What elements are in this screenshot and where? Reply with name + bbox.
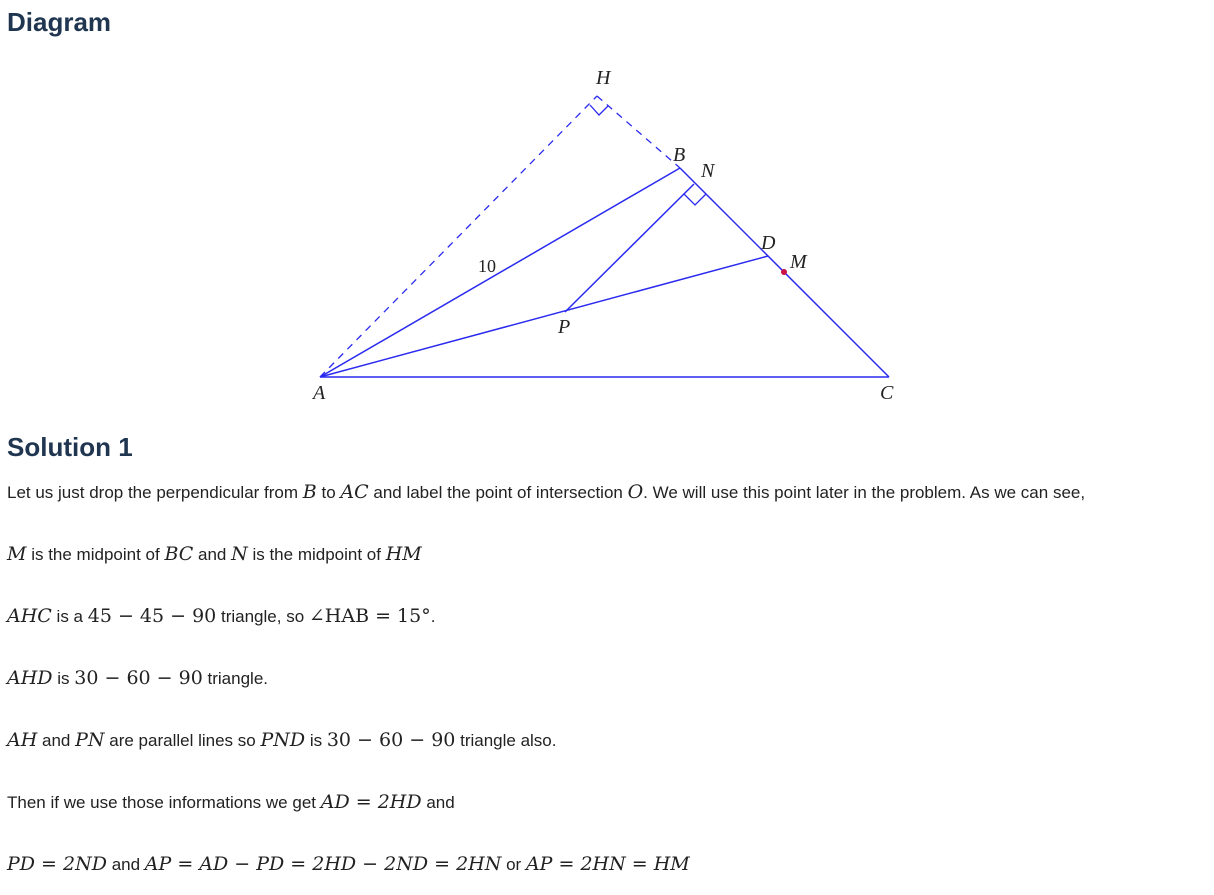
text: is the midpoint of bbox=[247, 545, 386, 564]
label-C: C bbox=[880, 382, 894, 404]
text: . We will use this point later in the problem. As we can see, bbox=[643, 483, 1086, 502]
label-M: M bbox=[790, 251, 807, 273]
text: and bbox=[37, 731, 76, 750]
diagram-heading: Diagram bbox=[7, 7, 112, 37]
text: and bbox=[193, 545, 232, 564]
segment-AB bbox=[320, 168, 680, 377]
text: Let us just drop the perpendicular from bbox=[7, 483, 303, 502]
label-H: H bbox=[596, 67, 611, 89]
text: or bbox=[501, 855, 526, 874]
text: is a bbox=[51, 607, 88, 626]
math-expression: BC bbox=[164, 543, 194, 565]
math-expression: PN bbox=[75, 729, 105, 751]
label-D: D bbox=[761, 232, 776, 254]
label-P: P bbox=[558, 316, 571, 338]
math-expression: AH bbox=[7, 729, 38, 751]
math-expression: AD = 2HD bbox=[320, 791, 422, 813]
solution-line-6 bbox=[7, 790, 455, 815]
math-expression: AHD bbox=[7, 667, 53, 689]
solution-heading: Solution 1 bbox=[7, 432, 133, 462]
math-expression: 30 − 60 − 90 bbox=[74, 667, 203, 689]
segment-HB-dashed bbox=[597, 96, 680, 168]
right-angle-mark-N bbox=[684, 194, 706, 205]
text: to bbox=[316, 483, 341, 502]
text: and bbox=[106, 855, 145, 874]
math-expression: PD = 2ND bbox=[7, 853, 107, 875]
solution-line-5 bbox=[7, 728, 557, 753]
text: is the midpoint of bbox=[26, 545, 165, 564]
midpoint-M-dot bbox=[781, 269, 787, 275]
text: are parallel lines so bbox=[104, 731, 261, 750]
math-expression: AC bbox=[340, 481, 369, 503]
text: and label the point of intersection bbox=[368, 483, 628, 502]
label-N: N bbox=[701, 160, 715, 182]
math-expression: O bbox=[627, 481, 644, 503]
math-expression: AP = 2HN = HM bbox=[525, 853, 690, 875]
math-expression: PND bbox=[260, 729, 306, 751]
text: Then if we use those informations we get bbox=[7, 793, 321, 812]
label-B: B bbox=[673, 144, 686, 166]
solution-line-7 bbox=[7, 852, 690, 877]
segment-AH-dashed bbox=[320, 96, 597, 377]
text: triangle, so bbox=[216, 607, 309, 626]
math-expression: 45 − 45 − 90 bbox=[87, 605, 217, 627]
solution-line-3 bbox=[7, 604, 435, 629]
math-expression: AHC bbox=[7, 605, 52, 627]
math-expression: B bbox=[302, 481, 317, 503]
segment-AD bbox=[320, 256, 768, 377]
text: is bbox=[305, 731, 327, 750]
math-expression: N bbox=[231, 543, 248, 565]
text: triangle. bbox=[202, 669, 268, 688]
label-side-AB: 10 bbox=[478, 256, 496, 276]
geometry-diagram bbox=[0, 0, 1214, 430]
solution-line-4 bbox=[7, 666, 268, 691]
math-expression: 30 − 60 − 90 bbox=[326, 729, 456, 751]
label-A: A bbox=[313, 382, 326, 404]
solution-line-1 bbox=[7, 480, 1085, 505]
text: triangle also. bbox=[455, 731, 557, 750]
math-expression: AP = AD − PD = 2HD − 2ND = 2HN bbox=[144, 853, 502, 875]
right-angle-mark-H bbox=[590, 105, 608, 115]
solution-line-2 bbox=[7, 542, 422, 567]
math-expression: ∠HAB = 15° bbox=[308, 605, 431, 627]
math-expression: HM bbox=[385, 543, 422, 565]
text: . bbox=[430, 607, 436, 626]
math-expression: M bbox=[7, 543, 27, 565]
text: is bbox=[52, 669, 75, 688]
text: and bbox=[421, 793, 455, 812]
